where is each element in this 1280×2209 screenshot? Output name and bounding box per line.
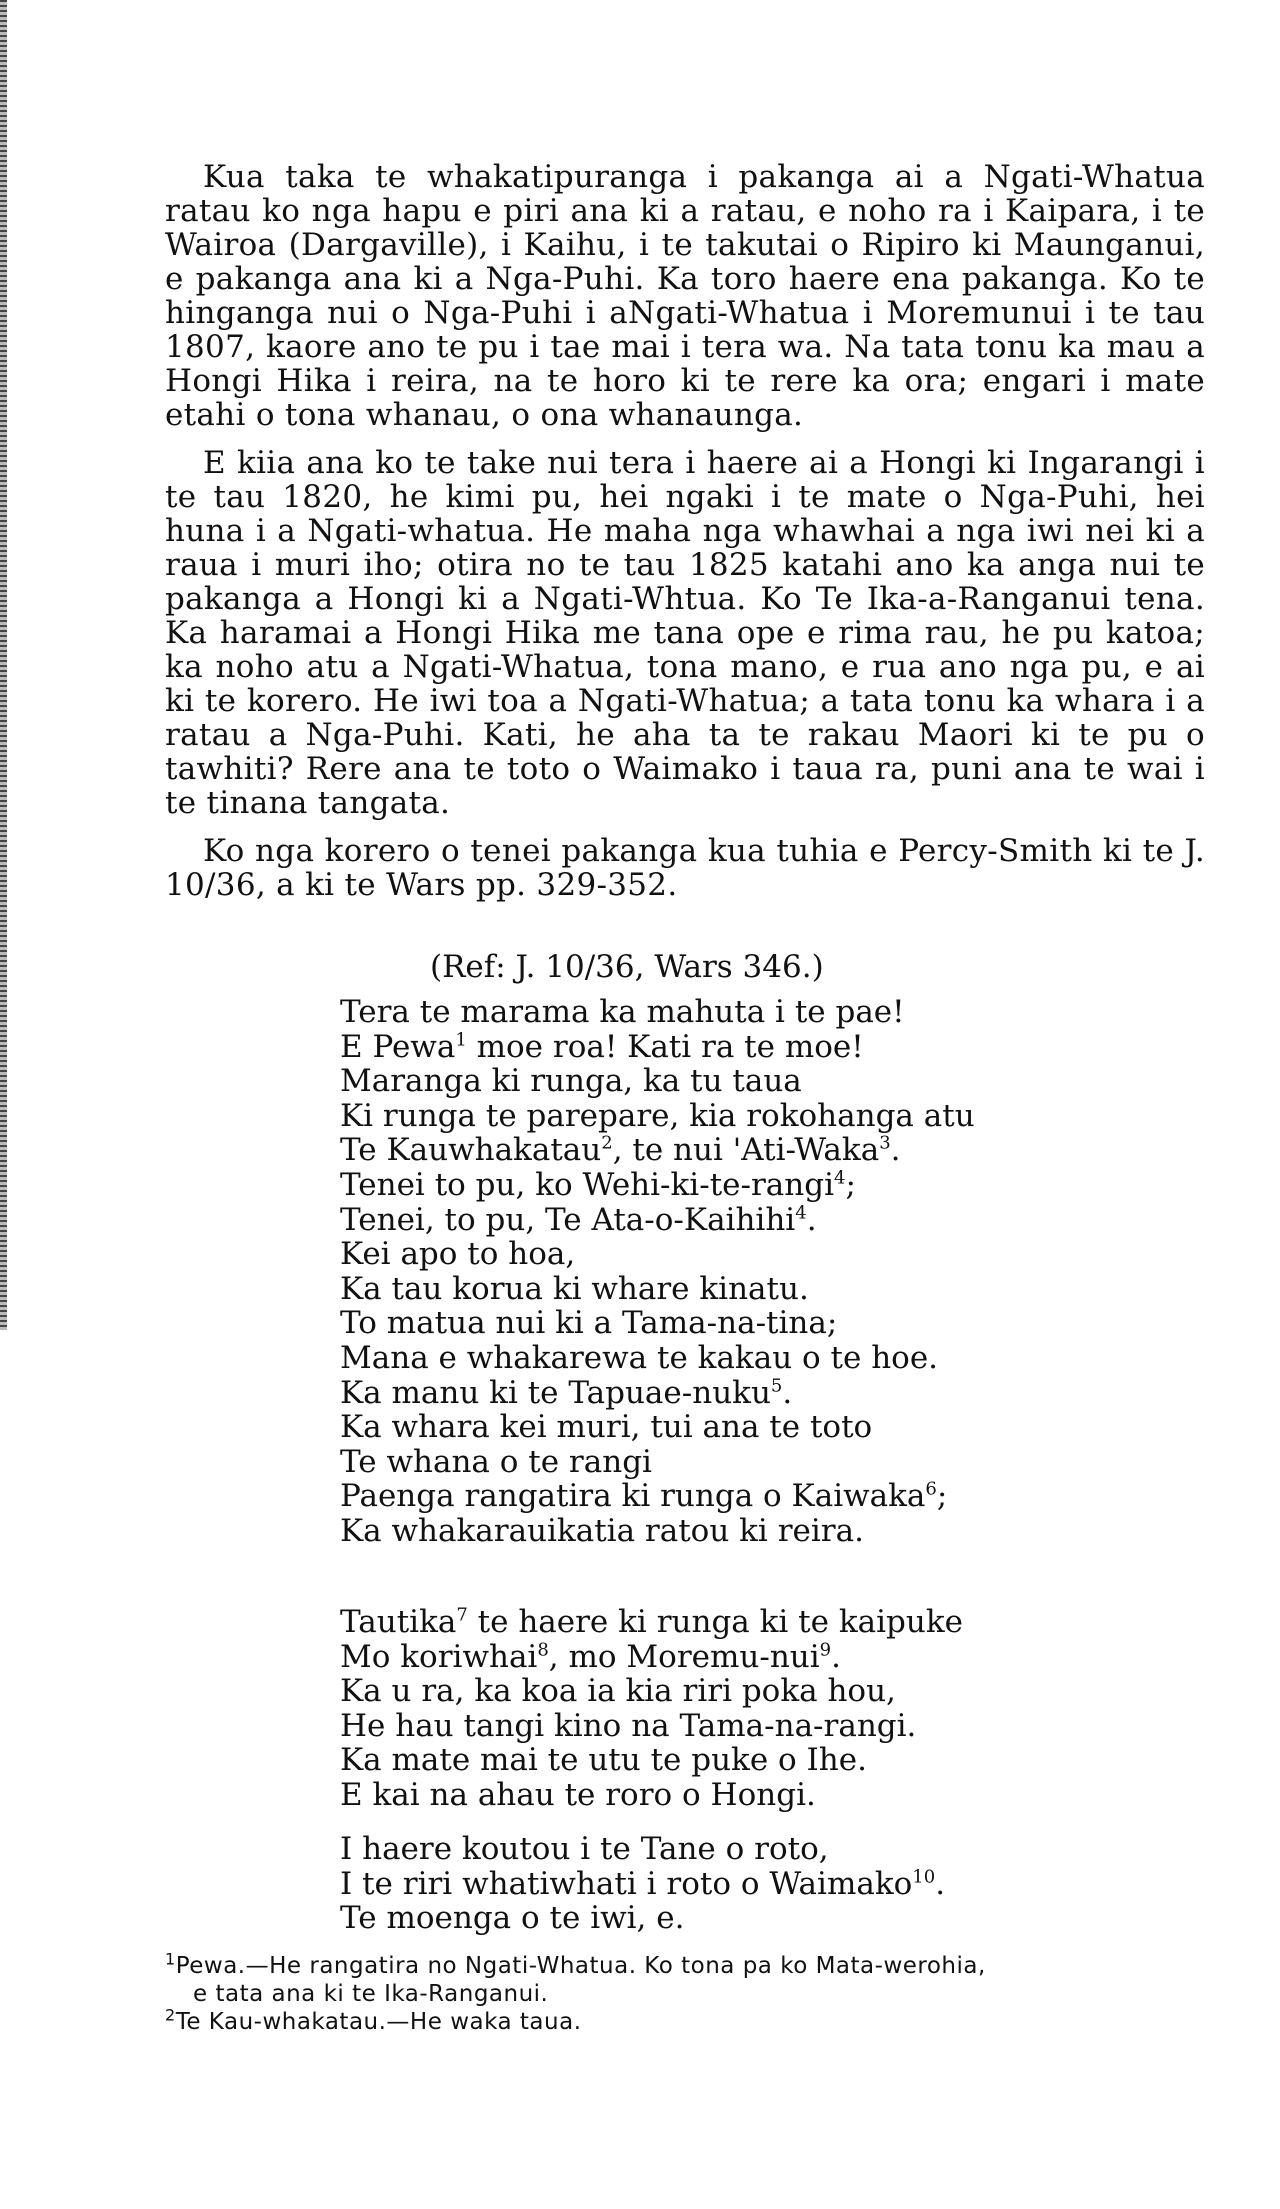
footnote-ref: 4 xyxy=(834,1167,846,1189)
poem-line-text: I haere koutou i te Tane o roto, xyxy=(340,1831,829,1867)
poem-line xyxy=(340,1272,975,1307)
poem-line xyxy=(340,1064,975,1099)
poem-line-text: E Pewa xyxy=(340,1028,456,1065)
poem-line xyxy=(340,1306,975,1341)
poem-line-text: . xyxy=(806,1201,817,1238)
footnote-ref: 3 xyxy=(879,1133,891,1155)
poem-line xyxy=(340,1168,975,1203)
poem-line xyxy=(340,1514,975,1549)
poem-line-text: I te riri whatiwhati i roto o Waimako xyxy=(340,1865,913,1902)
poem-stanza-3 xyxy=(340,1832,945,1936)
poem-line-text: , mo Moremu-nui xyxy=(548,1638,820,1675)
paragraph-2: E kiia ana ko te take nui tera i haere ai a Hongi ki Ingarangi i te tau 1820, he kimi pu, hei ngaki i te mate o Nga-Puhi, hei huna i a Ngati-whatua. He maha nga whawhai a nga iwi nei ki a raua i muri iho; otira no te tau 1825 katahi ano ka anga nui te pakanga a Hongi ki a Ngati-Whtua. Ko Te Ika-a-Ranganui tena. Ka haramai a Hongi Hika me tana ope e rima rau, he pu katoa; ka noho atu a Ngati-Whatua, tona mano, e rua ano nga pu, e ai ki te korero. He iwi toa a Ngati-Whatua; a tata tonu ka whara i a ratau a Nga-Puhi. Kati, he aha ta te rakau Maori ki te pu o tawhiti? Rere ana te toto o Waimako i taua ra, puni ana te wai i te tinana tangata. xyxy=(165,445,1205,821)
footnote-text: Pewa.—He rangatira no Ngati-Whatua. Ko tona pa ko Mata-werohia, xyxy=(175,1953,986,1979)
poem-line-text: . xyxy=(935,1865,946,1902)
paragraph-3: Ko nga korero o tenei pakanga kua tuhia e Percy-Smith ki te J. 10/36, a ki te Wars pp. 329-352. xyxy=(165,833,1205,903)
poem-line xyxy=(340,1341,975,1376)
poem-line-text: Ka tau korua ki whare kinatu. xyxy=(340,1270,809,1307)
poem-line-text: te haere ki runga ki te kaipuke xyxy=(467,1604,963,1640)
poem-line xyxy=(340,1605,963,1640)
poem-line-text: . xyxy=(782,1374,793,1411)
poem-line xyxy=(340,1099,975,1134)
poem-line-text: moe roa! Kati ra te moe! xyxy=(466,1028,864,1065)
footnote-ref: 10 xyxy=(912,1866,936,1888)
poem-line xyxy=(340,1778,963,1813)
poem-line-text: Tenei, to pu, Te Ata-o-Kaihihi xyxy=(340,1201,796,1238)
poem-line-text: . xyxy=(831,1638,841,1675)
poem-line-text: Te moenga o te iwi, e. xyxy=(340,1900,685,1937)
poem-line xyxy=(340,1237,975,1272)
poem-line-text: Tenei to pu, ko Wehi-ki-te-rangi xyxy=(340,1166,835,1203)
footnote-ref: 8 xyxy=(537,1639,549,1661)
poem-line xyxy=(340,1203,975,1238)
poem-line-text: Ka whakarauikatia ratou ki reira. xyxy=(340,1512,864,1549)
poem-line-text: , te nui 'Ati-Waka xyxy=(612,1132,880,1169)
poem-line-text: Ki runga te parepare, kia rokohanga atu xyxy=(340,1097,975,1134)
footnote-ref: 9 xyxy=(819,1639,832,1661)
poem-line xyxy=(340,1376,975,1411)
footnote-text-continued: e tata ana ki te Ika-Ranganui. xyxy=(193,1981,549,2007)
poem-line xyxy=(340,1479,975,1514)
footnote-ref: 7 xyxy=(456,1604,468,1626)
poem-line xyxy=(340,1901,945,1936)
poem-line xyxy=(340,1867,945,1902)
footnote-ref: 6 xyxy=(925,1478,937,1500)
poem-line-text: . xyxy=(890,1132,901,1169)
reference-line: (Ref: J. 10/36, Wars 346.) xyxy=(430,949,824,985)
poem-line xyxy=(340,1133,975,1168)
poem-line xyxy=(340,1445,975,1480)
poem-line-text: Tera te marama ka mahuta i te pae! xyxy=(340,994,905,1030)
footnote-ref: 2 xyxy=(601,1133,613,1155)
poem-line-text: Te whana o te rangi xyxy=(340,1443,652,1480)
poem-line-text: Ka whara kei muri, tui ana te toto xyxy=(340,1409,873,1446)
poem-line-text: E kai na ahau te roro o Hongi. xyxy=(340,1776,816,1813)
footnote-mark: 2 xyxy=(165,2005,176,2025)
poem-line xyxy=(340,1410,975,1445)
poem-line xyxy=(340,1832,945,1867)
poem-line xyxy=(340,1743,963,1778)
footnote-2 xyxy=(165,2005,1205,2036)
footnote-text: Te Kau-whakatau.—He waka taua. xyxy=(175,2009,582,2035)
poem-line xyxy=(340,1709,963,1744)
poem-line xyxy=(340,1640,963,1675)
poem-line-text: Te Kauwhakatau xyxy=(340,1132,602,1169)
poem-line xyxy=(340,1030,975,1065)
footnote-ref: 5 xyxy=(770,1375,783,1397)
poem-stanza-2 xyxy=(340,1605,963,1813)
poem-line-text: Paenga rangatira ki runga o Kaiwaka xyxy=(340,1478,926,1515)
prose-body xyxy=(165,160,1205,916)
footnote-ref: 1 xyxy=(455,1029,467,1051)
paragraph-1: Kua taka te whakatipuranga i pakanga ai a Ngati-Whatua ratau ko nga hapu e piri ana ki a ratau, e noho ra i Kaipara, i te Wairoa (Dargaville), i Kaihu, i te takutai o Ripiro ki Maunganui, e pakanga ana ki a Nga-Puhi. Ka toro haere ena pakanga. Ko te hinganga nui o Nga-Puhi i aNgati-Whatua i Moremunui i te tau 1807, kaore ano te pu i tae mai i tera wa. Na tata tonu ka mau a Hongi Hika i reira, na te horo ki te rere ka ora; engari i mate etahi o tona whanau, o ona whanaunga. xyxy=(165,159,1205,433)
poem-line-text: ; xyxy=(845,1166,856,1203)
poem-line-text: Ka mate mai te utu te puke o Ihe. xyxy=(340,1742,867,1779)
footnote-mark: 1 xyxy=(165,1949,176,1969)
scan-edge xyxy=(0,0,7,1330)
poem-line-text: To matua nui ki a Tama-na-tina; xyxy=(340,1305,838,1342)
poem-line-text: Tautika xyxy=(340,1604,457,1640)
footnote-ref: 4 xyxy=(795,1202,807,1224)
footnotes xyxy=(165,1949,1205,2036)
poem-line-text: He hau tangi kino na Tama-na-rangi. xyxy=(340,1707,917,1744)
poem-line-text: Ka u ra, ka koa ia kia riri poka hou, xyxy=(340,1673,896,1710)
poem-line-text: Maranga ki runga, ka tu taua xyxy=(340,1063,802,1100)
poem-stanza-1 xyxy=(340,995,975,1549)
footnote-1 xyxy=(165,1949,1205,2008)
poem-line-text: Ka manu ki te Tapuae-nuku xyxy=(340,1374,771,1411)
poem-line-text: ; xyxy=(936,1478,948,1515)
poem-line xyxy=(340,995,975,1030)
poem-line-text: Kei apo to hoa, xyxy=(340,1236,576,1273)
poem-line-text: Mo koriwhai xyxy=(340,1638,538,1675)
poem-line-text: Mana e whakarewa te kakau o te hoe. xyxy=(340,1339,939,1376)
poem-line xyxy=(340,1674,963,1709)
